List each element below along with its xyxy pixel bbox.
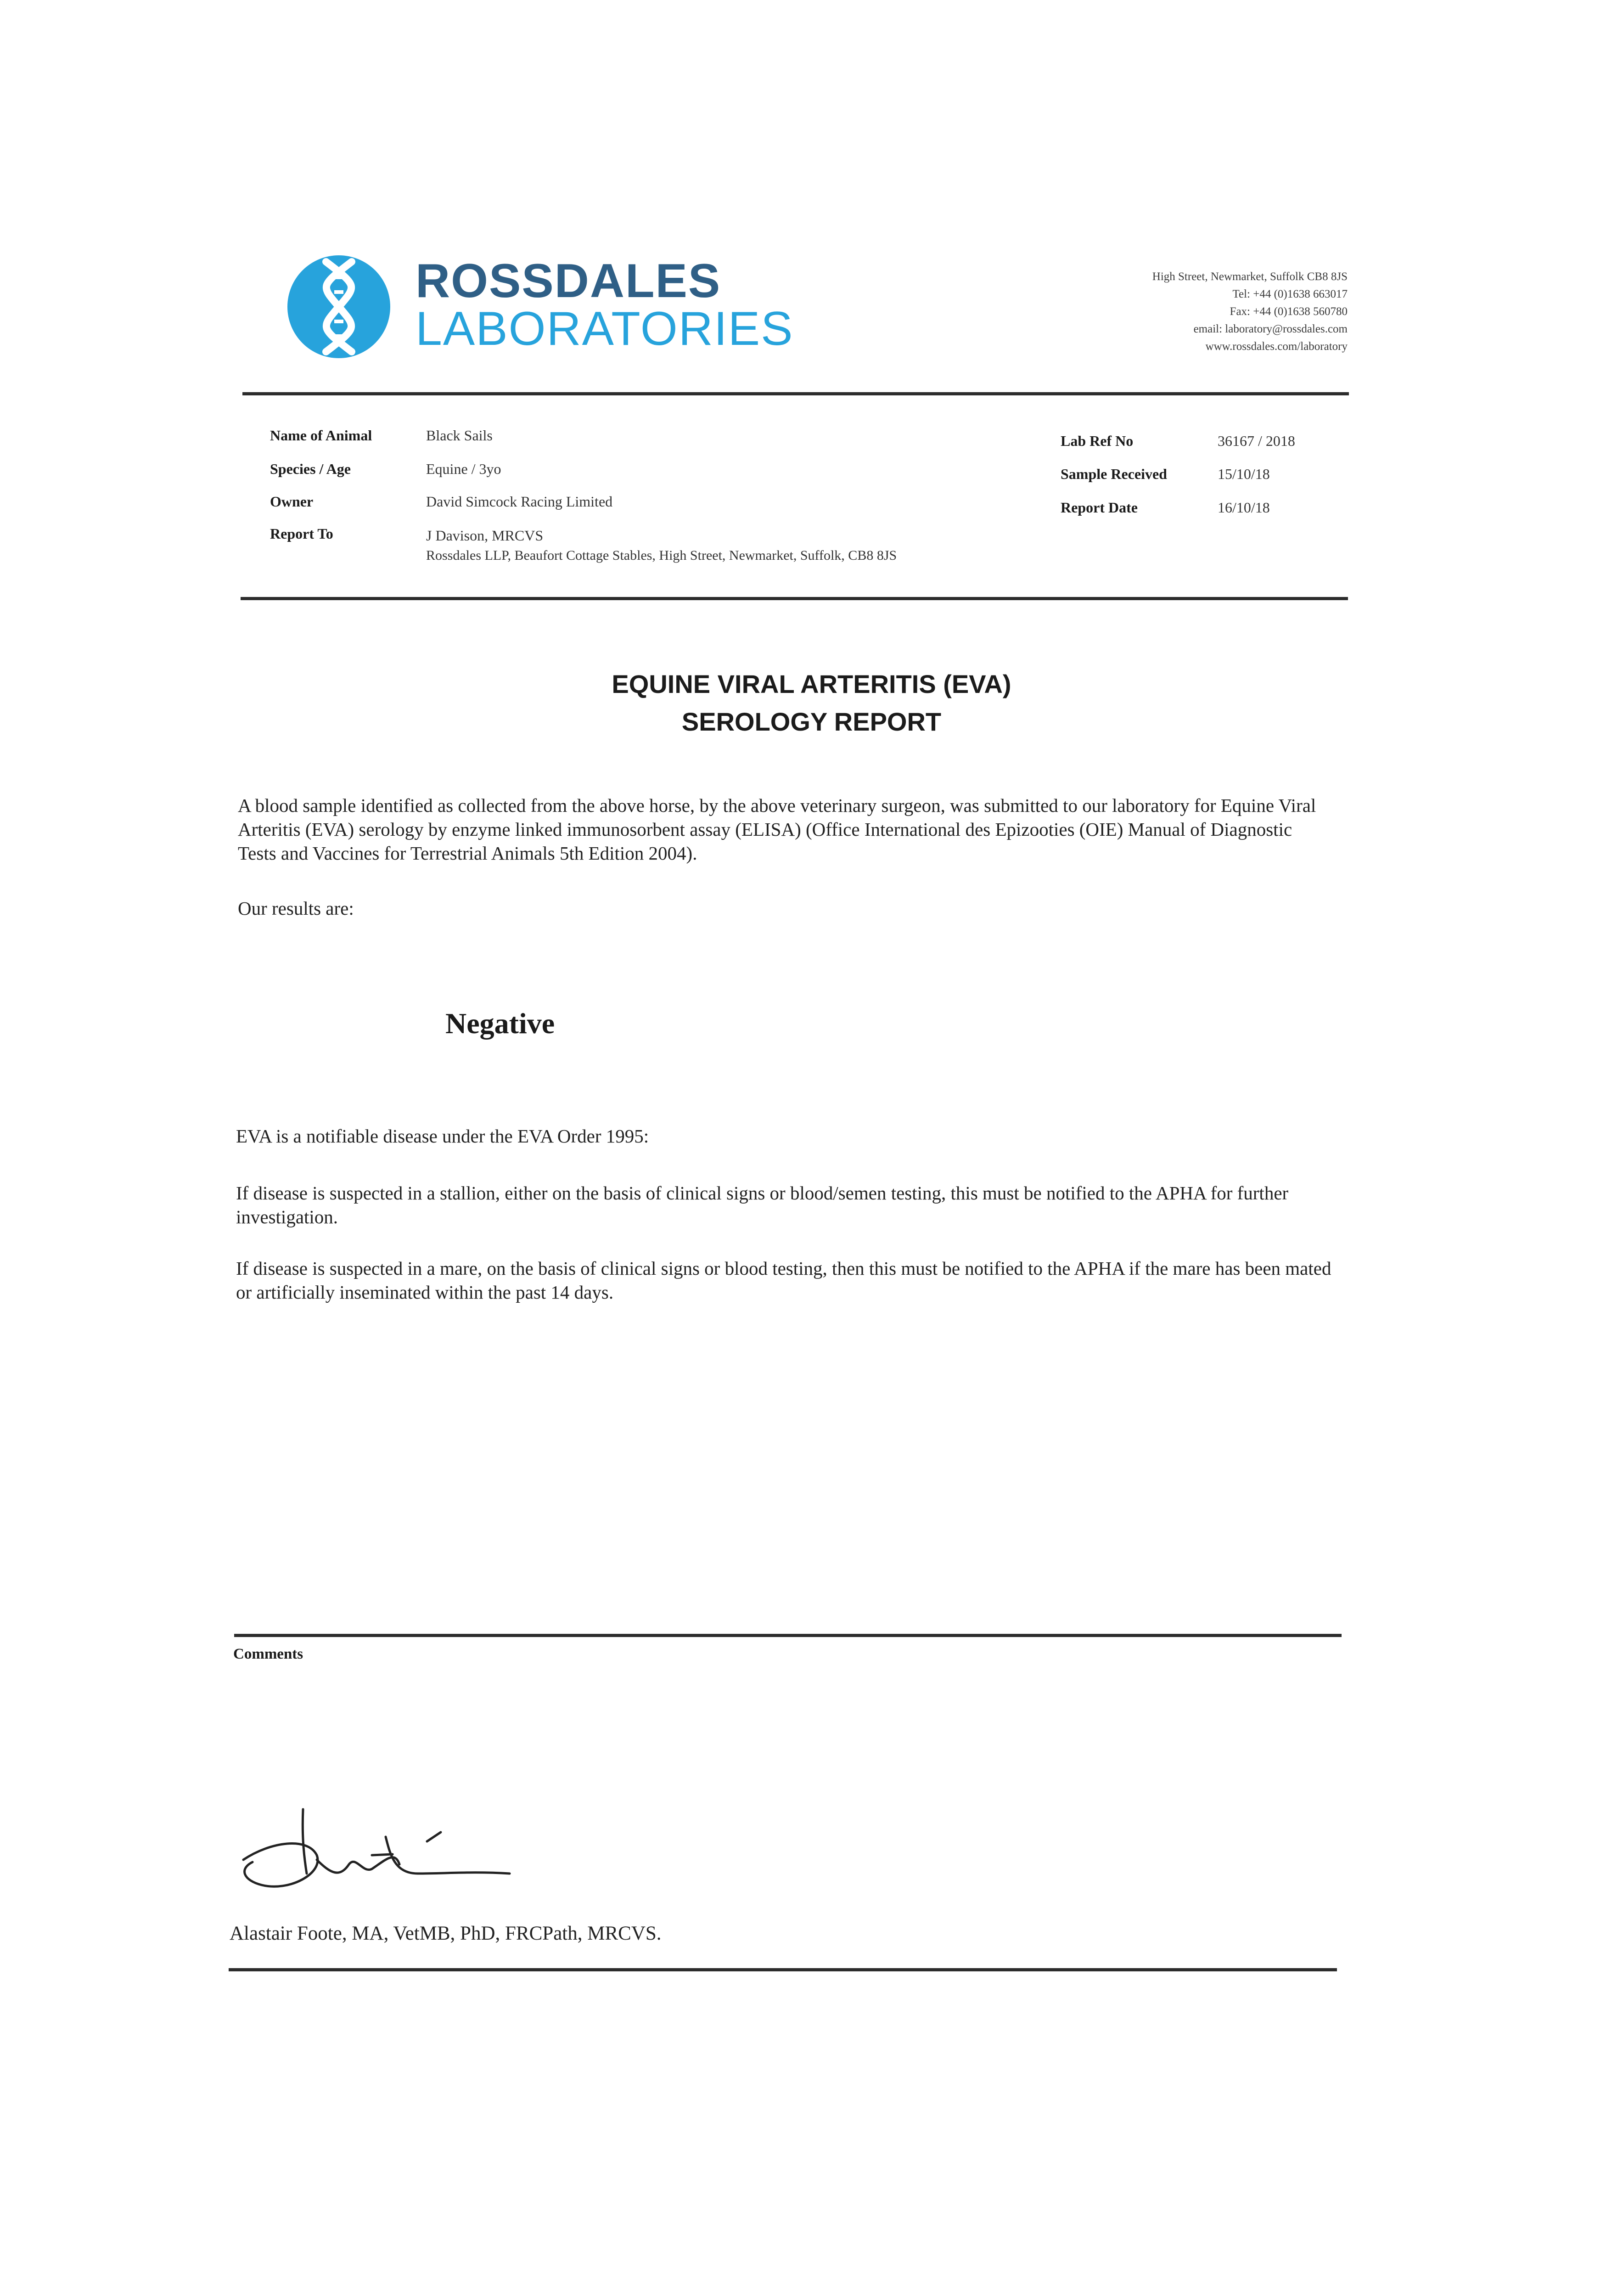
address-tel: Tel: +44 (0)1638 663017 [1232,288,1348,300]
report-to-name: J Davison, MRCVS [426,527,544,544]
mare-paragraph: If disease is suspected in a mare, on the basis of clinical signs or blood testing, then this must be notified to the APHA if the mare has been mated or artificially inseminated within the past 14 days. [236,1258,1331,1303]
sample-received-value: 15/10/18 [1218,466,1270,482]
address-website: www.rossdales.com/laboratory [1205,340,1348,353]
signature [234,1805,528,1915]
lab-address [980,268,1348,355]
comments-label: Comments [233,1646,303,1662]
header-divider [242,392,1349,395]
info-divider [241,597,1348,600]
species-age-label: Species / Age [270,461,351,477]
lab-ref-value: 36167 / 2018 [1218,433,1295,449]
comments-divider [234,1634,1342,1637]
address-street: High Street, Newmarket, Suffolk CB8 8JS [1152,270,1348,283]
name-of-animal-label: Name of Animal [270,427,372,444]
owner-label: Owner [270,493,314,510]
signatory-name: Alastair Foote, MA, VetMB, PhD, FRCPath, MRCVS. [230,1923,662,1944]
brand-name: ROSSDALES [416,254,721,308]
report-date-label: Report Date [1061,499,1138,516]
results-intro: Our results are: [238,898,354,919]
sample-received-label: Sample Received [1061,466,1167,482]
notifiable-paragraph: EVA is a notifiable disease under the EVA Order 1995: [236,1125,649,1147]
stallion-paragraph: If disease is suspected in a stallion, either on the basis of clinical signs or blood/semen testing, this must be notified to the APHA for further investigation. [236,1182,1289,1227]
report-title: EQUINE VIRAL ARTERITIS (EVA) [612,670,1011,698]
intro-paragraph: A blood sample identified as collected from the above horse, by the above veterinary surgeon, was submitted to our laboratory for Equine Viral Arteritis (EVA) serology by enzyme linked immunosorbent assay (ELISA) (Office International des Epizooties (OIE) Manual of Diagnostic Tests and Vaccines for Terrestrial Animals 5th Edition 2004). [238,795,1316,864]
dna-helix-icon [284,253,394,360]
report-subtitle: SEROLOGY REPORT [681,707,942,736]
brand-subtitle: LABORATORIES [416,302,794,355]
result-value: Negative [445,1007,555,1040]
footer-divider [229,1968,1337,1971]
report-to-label: Report To [270,525,333,542]
report-date-value: 16/10/18 [1218,499,1270,516]
owner-value: David Simcock Racing Limited [426,493,613,510]
address-email: email: laboratory@rossdales.com [1193,323,1348,335]
address-fax: Fax: +44 (0)1638 560780 [1230,305,1348,318]
species-age-value: Equine / 3yo [426,461,501,477]
report-to-address: Rossdales LLP, Beaufort Cottage Stables, High Street, Newmarket, Suffolk, CB8 8JS [426,548,897,563]
lab-ref-label: Lab Ref No [1061,433,1134,449]
name-of-animal-value: Black Sails [426,427,493,444]
